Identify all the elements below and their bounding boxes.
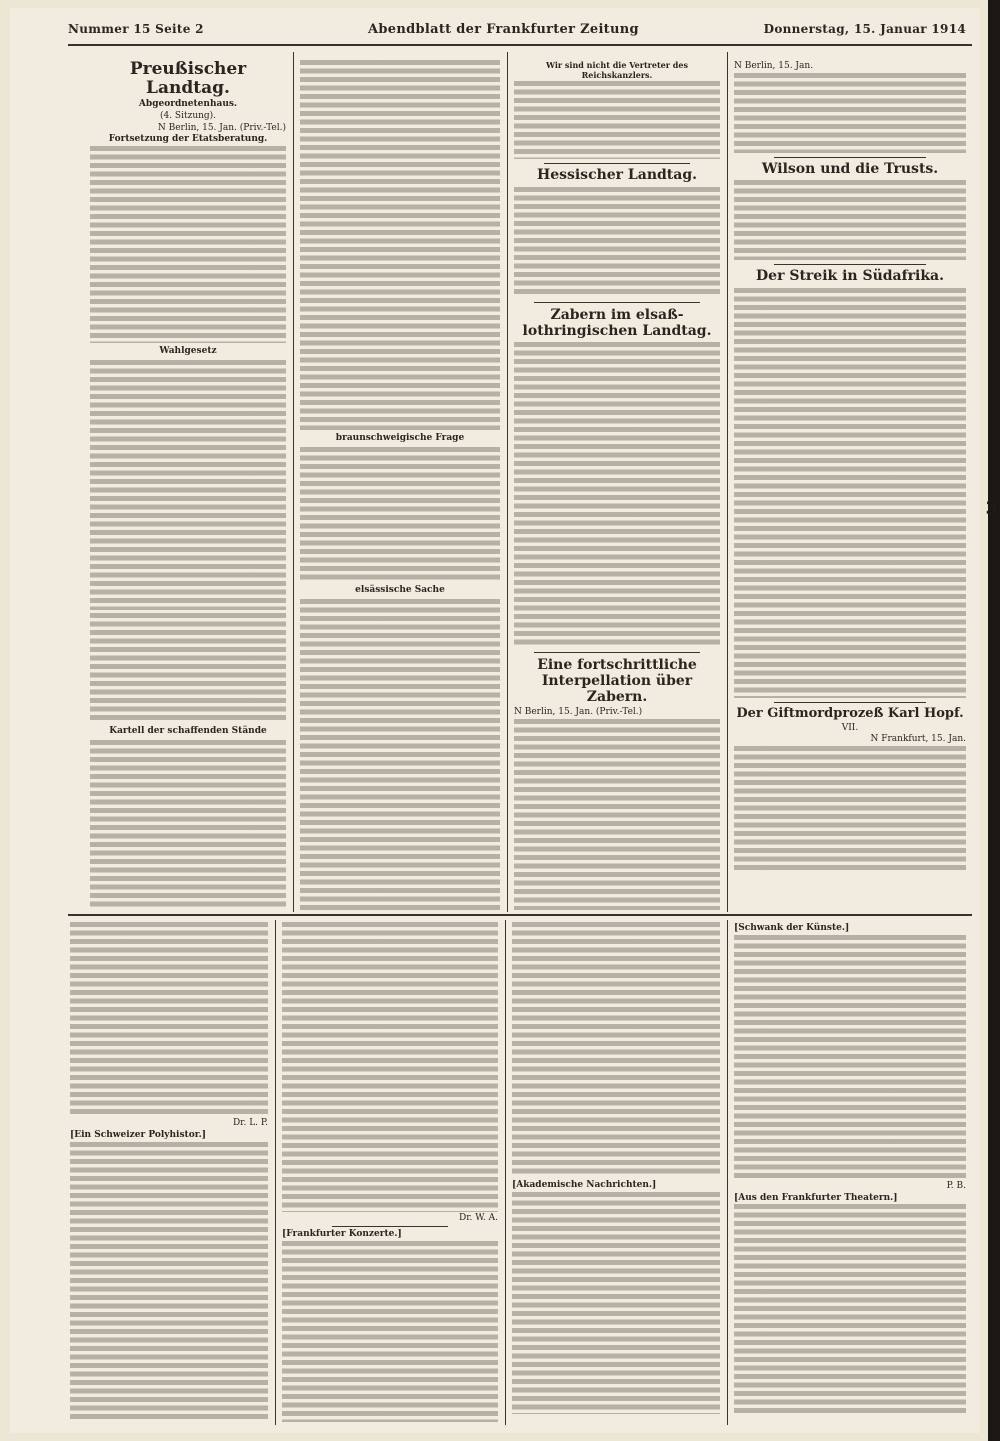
article-text-block — [734, 73, 966, 153]
page-number-label: Nummer 15 Seite 2 — [68, 22, 204, 36]
feature-heading: [Frankfurter Konzerte.] — [282, 1228, 402, 1239]
box-heading: Wir sind nicht die Vertreter des Reichskanzlers. — [546, 60, 688, 80]
article-subtitle: Fortsetzung der Etatsberatung. — [108, 134, 268, 145]
section-heading: elsässische Sache — [355, 584, 445, 595]
feature-heading: [Akademische Nachrichten.] — [512, 1180, 657, 1190]
column-4-articles — [734, 60, 966, 910]
author-signature: Dr. W. A. — [458, 1213, 498, 1223]
article-text-block — [514, 719, 720, 910]
column-divider — [727, 920, 728, 1425]
separator-rule — [544, 163, 690, 164]
article-text-block — [282, 922, 498, 1212]
article-text-block — [70, 922, 268, 1117]
feuilleton-column-4 — [734, 922, 966, 1422]
section-heading: Kartell der schaffenden Stände — [109, 726, 267, 737]
separator-rule — [774, 702, 926, 703]
session-number: (4. Sitzung). — [159, 110, 217, 121]
article-text-block — [734, 1204, 966, 1414]
binding-edge — [988, 0, 1000, 1441]
masthead — [68, 22, 972, 42]
author-signature: P. B. — [946, 1180, 966, 1191]
separator-rule — [332, 1226, 448, 1227]
article-headline: Der Streik in Südafrika. — [756, 268, 944, 285]
article-headline: Hessischer Landtag. — [536, 167, 698, 184]
part-number: VII. — [841, 722, 859, 733]
article-headline: Eine fortschrittliche Interpellation über Zabern. — [537, 657, 697, 705]
article-text-block — [90, 613, 286, 723]
dateline: N Berlin, 15. Jan. (Priv.-Tel.) — [514, 707, 643, 718]
column-divider — [275, 920, 276, 1425]
separator-rule — [534, 652, 700, 653]
article-text-block — [514, 342, 720, 647]
article-text-block — [300, 599, 500, 910]
feature-heading: [Ein Schweizer Polyhistor.] — [70, 1129, 207, 1140]
article-text-block — [282, 1241, 498, 1422]
column-2-article — [300, 60, 500, 910]
article-headline: Der Giftmordprozeß Karl Hopf. — [736, 706, 964, 722]
newspaper-page — [10, 8, 980, 1433]
article-text-block — [512, 922, 720, 1177]
column-divider — [727, 52, 728, 912]
article-headline: Preußischer Landtag. — [129, 60, 247, 99]
section-heading: Wahlgesetz — [159, 346, 217, 357]
feuilleton-column-2 — [282, 922, 498, 1422]
separator-rule — [774, 157, 926, 158]
column-divider — [293, 52, 294, 912]
separator-rule — [774, 264, 926, 265]
article-text-block — [90, 146, 286, 343]
article-text-block — [734, 935, 966, 1180]
feuilleton-rule — [68, 914, 972, 916]
article-text-block — [734, 180, 966, 260]
article-text-block — [70, 1142, 268, 1420]
article-headline: Zabern im elsaß-lothringischen Landtag. — [522, 306, 712, 339]
article-text-block — [514, 81, 720, 159]
issue-date: Donnerstag, 15. Januar 1914 — [763, 22, 966, 36]
article-text-block — [514, 187, 720, 297]
dateline: N Berlin, 15. Jan. — [734, 61, 814, 71]
section-heading: braunschweigische Frage — [335, 433, 465, 443]
article-text-block — [734, 746, 966, 871]
dateline: N Berlin, 15. Jan. (Priv.-Tel.) — [157, 122, 286, 133]
article-text-block — [90, 740, 286, 910]
header-rule — [68, 44, 972, 46]
article-text-block — [300, 447, 500, 582]
column-1-article — [90, 60, 286, 910]
feuilleton-column-3 — [512, 922, 720, 1422]
feature-heading: [Aus den Frankfurter Theatern.] — [734, 1192, 898, 1203]
feuilleton-column-1 — [70, 922, 268, 1422]
author-signature: Dr. L. P. — [232, 1118, 268, 1128]
separator-rule — [534, 302, 700, 303]
article-text-block — [512, 1192, 720, 1414]
column-divider — [507, 52, 508, 912]
margin-mark: 3 — [985, 498, 998, 519]
feature-heading: [Schwank der Künste.] — [734, 923, 850, 933]
article-headline: Wilson und die Trusts. — [761, 160, 939, 177]
column-3-articles — [514, 60, 720, 910]
article-text-block — [734, 288, 966, 698]
article-text-block — [300, 60, 500, 430]
newspaper-title: Abendblatt der Frankfurter Zeitung — [368, 22, 639, 37]
dateline: N Frankfurt, 15. Jan. — [870, 734, 966, 745]
column-divider — [505, 920, 506, 1425]
article-subhead: Abgeordnetenhaus. — [138, 99, 238, 110]
article-text-block — [90, 360, 286, 610]
